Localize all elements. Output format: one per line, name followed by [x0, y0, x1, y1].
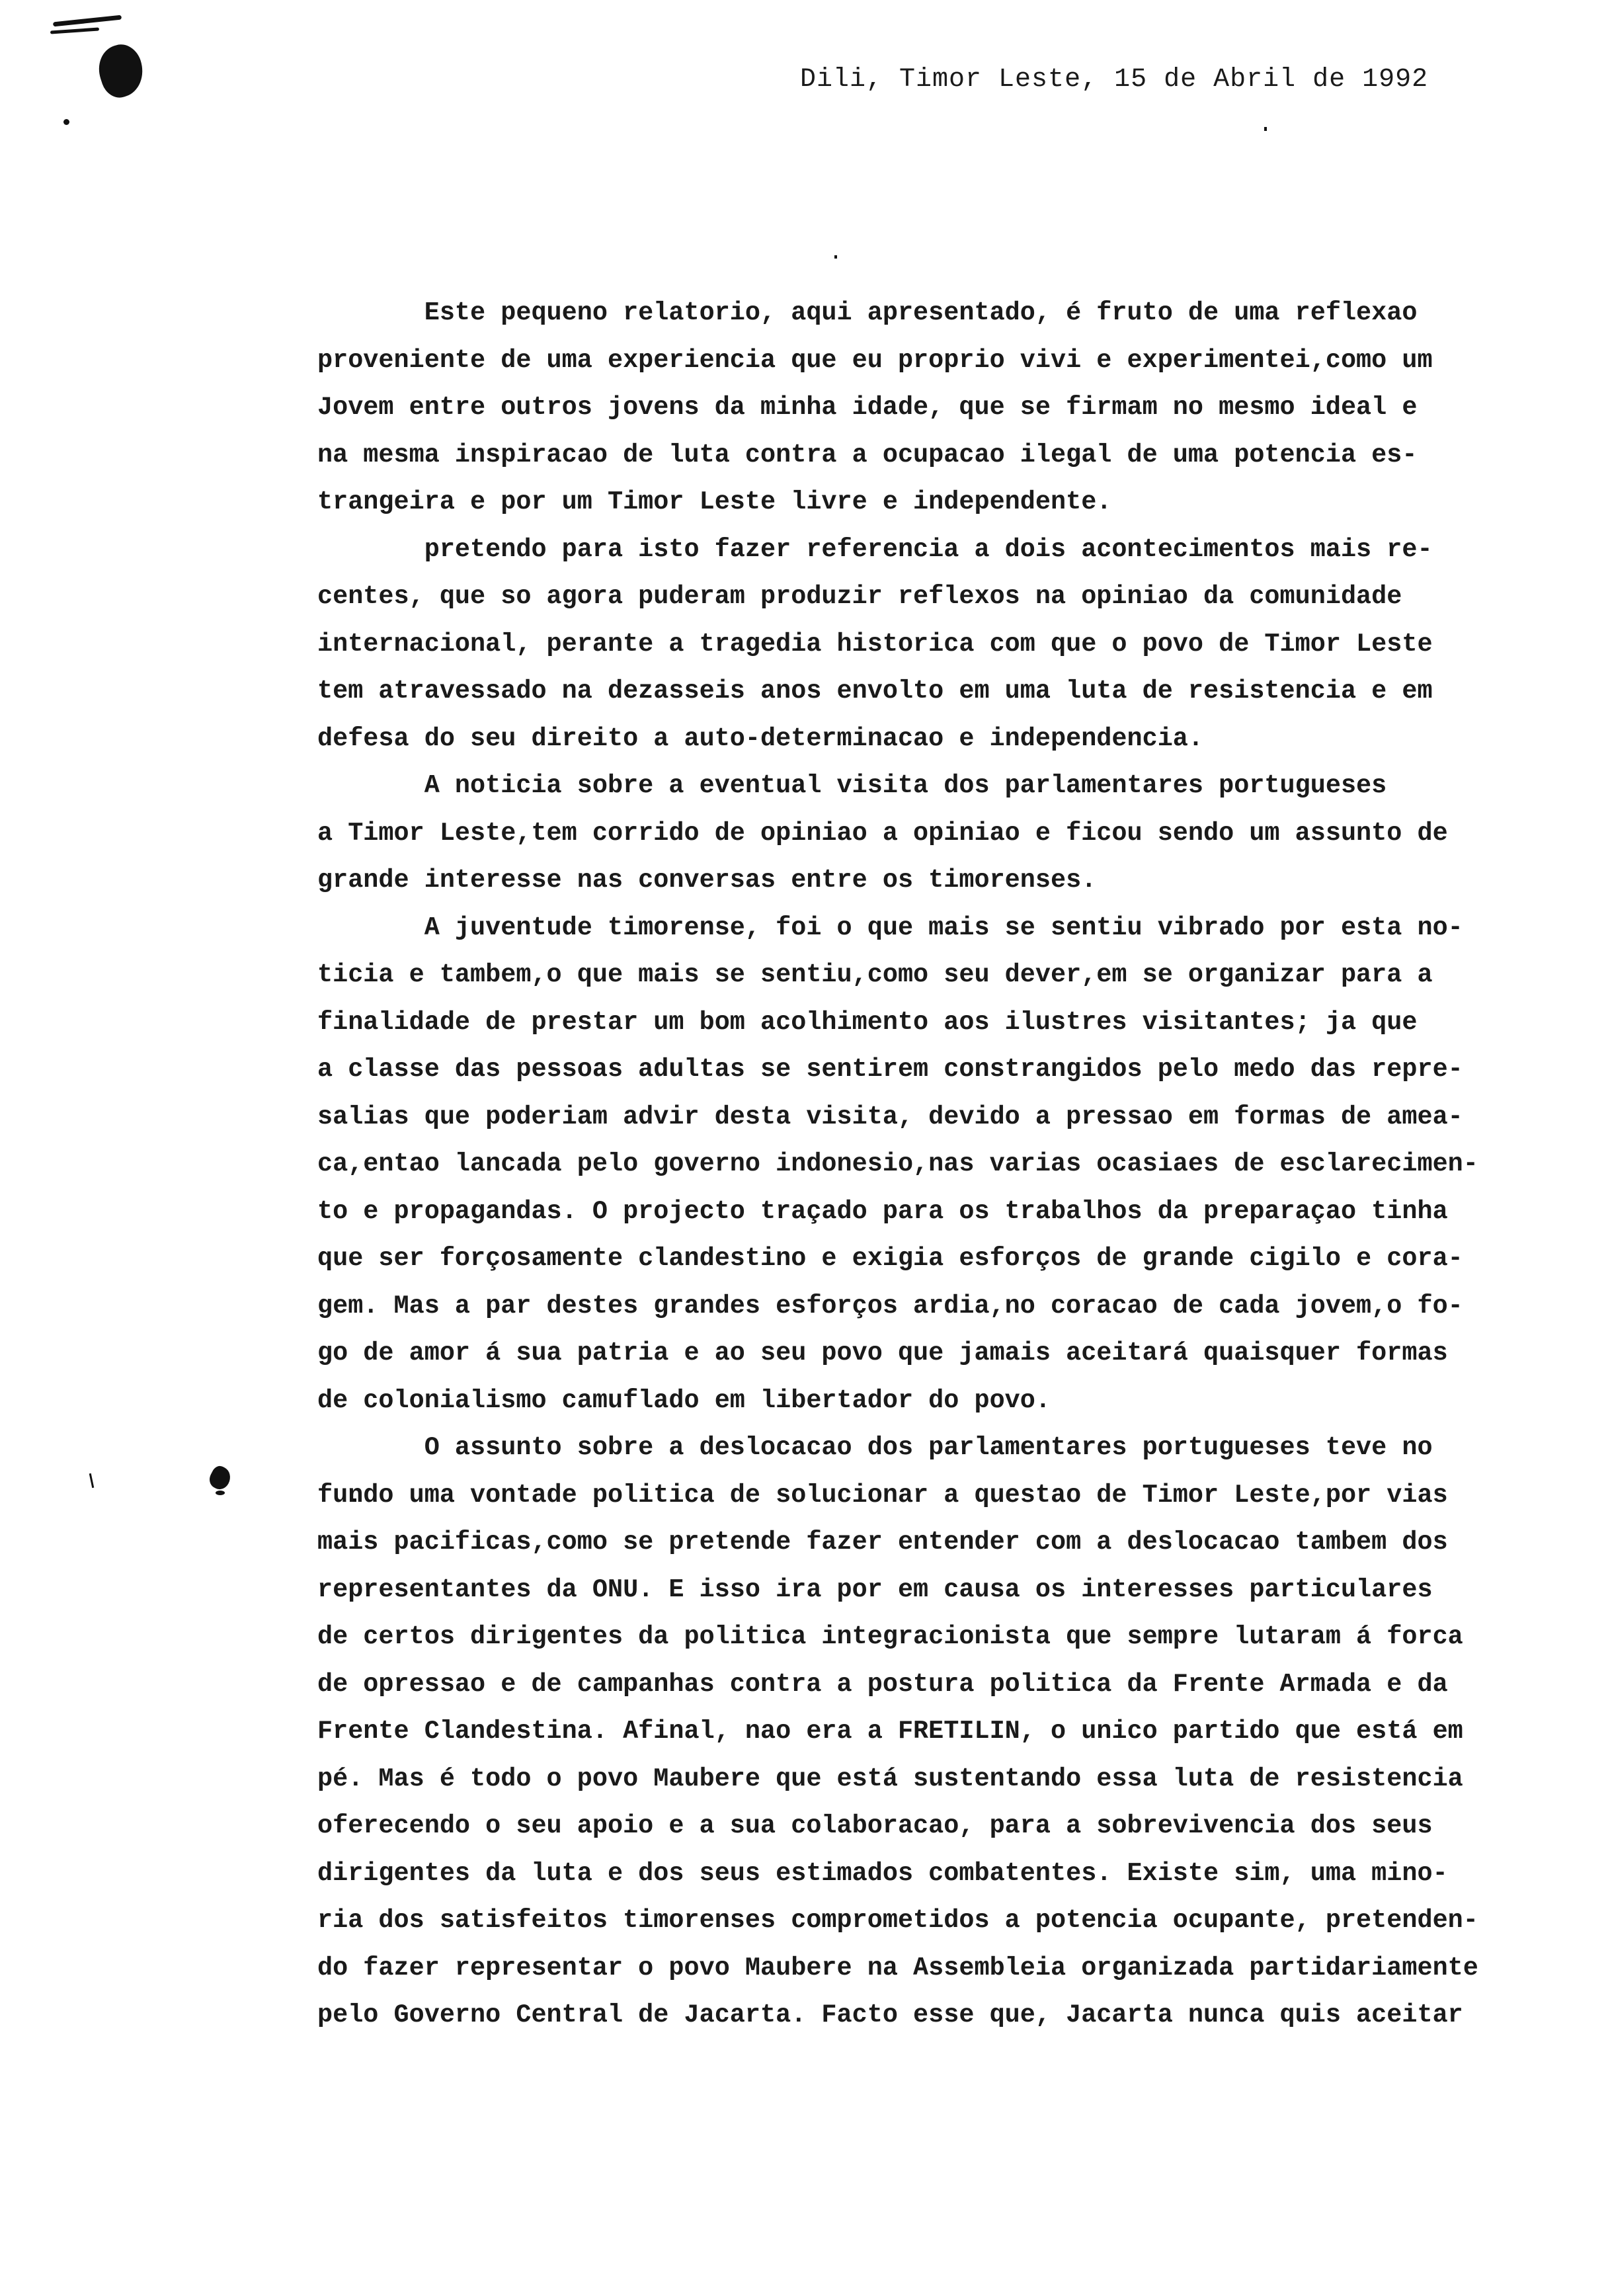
ink-dot-mark: [1264, 127, 1267, 131]
text-line: centes, que so agora puderam produzir reflexos na opiniao da comunidade: [317, 582, 1402, 611]
text-line: fundo uma vontade politica de solucionar a questao de Timor Leste,por vias: [317, 1480, 1448, 1510]
text-line: proveniente de uma experiencia que eu proprio vivi e experimentei,como um: [317, 345, 1433, 375]
text-line: que ser forçosamente clandestino e exigia esforços de grande cigilo e cora-: [317, 1244, 1463, 1273]
text-line: de certos dirigentes da politica integracionista que sempre lutaram á forca: [317, 1622, 1463, 1651]
text-line: pelo Governo Central de Jacarta. Facto esse que, Jacarta nunca quis aceitar: [317, 2000, 1463, 2030]
text-line: A noticia sobre a eventual visita dos parlamentares portugueses: [317, 771, 1387, 800]
text-line: A juventude timorense, foi o que mais se sentiu vibrado por esta no-: [317, 913, 1463, 942]
text-line: de opressao e de campanhas contra a postura politica da Frente Armada e da: [317, 1669, 1448, 1699]
report-body: [317, 290, 1574, 2039]
ink-blot-mark: [93, 40, 150, 102]
ink-stroke-mark: [53, 15, 122, 27]
text-line: oferecendo o seu apoio e a sua colaboracao, para a sobrevivencia dos seus: [317, 1811, 1433, 1840]
text-line: O assunto sobre a deslocacao dos parlamentares portugueses teve no: [317, 1433, 1433, 1462]
text-line: de colonialismo camuflado em libertador do povo.: [317, 1385, 1051, 1415]
text-line: go de amor á sua patria e ao seu povo que jamais aceitará quaisquer formas: [317, 1338, 1448, 1368]
text-line: representantes da ONU. E isso ira por em causa os interesses particulares: [317, 1575, 1433, 1604]
text-line: internacional, perante a tragedia historica com que o povo de Timor Leste: [317, 629, 1433, 659]
text-line: mais pacificas,como se pretende fazer entender com a deslocacao tambem dos: [317, 1528, 1448, 1557]
text-line: salias que poderiam advir desta visita, devido a pressao em formas de amea-: [317, 1102, 1463, 1131]
text-line: Jovem entre outros jovens da minha idade, que se firmam no mesmo ideal e: [317, 393, 1418, 422]
text-line: na mesma inspiracao de luta contra a ocupacao ilegal de uma potencia es-: [317, 440, 1418, 470]
text-line: grande interesse nas conversas entre os timorenses.: [317, 866, 1097, 895]
ink-dot-mark: [834, 255, 837, 259]
ink-dot-mark: [216, 1491, 225, 1495]
ink-tick-mark: [89, 1473, 95, 1488]
text-line: pretendo para isto fazer referencia a dois acontecimentos mais re-: [317, 534, 1433, 564]
text-line: tem atravessado na dezasseis anos envolto em uma luta de resistencia e em: [317, 676, 1433, 706]
ink-blot-mark: [206, 1463, 234, 1493]
text-line: to e propagandas. O projecto traçado para os trabalhos da preparaçao tinha: [317, 1196, 1448, 1226]
date-line: Dili, Timor Leste, 15 de Abril de 1992: [800, 65, 1429, 95]
text-line: defesa do seu direito a auto-determinacao e independencia.: [317, 723, 1204, 753]
text-line: finalidade de prestar um bom acolhimento aos ilustres visitantes; ja que: [317, 1007, 1418, 1037]
ink-stroke-mark: [50, 27, 99, 34]
ink-dot-mark: [63, 119, 69, 125]
text-line: ria dos satisfeitos timorenses comprometidos a potencia ocupante, pretenden-: [317, 1906, 1478, 1935]
text-line: pé. Mas é todo o povo Maubere que está sustentando essa luta de resistencia: [317, 1764, 1463, 1793]
text-line: do fazer representar o povo Maubere na Assembleia organizada partidariamente: [317, 1953, 1478, 1983]
text-line: gem. Mas a par destes grandes esforços ardia,no coracao de cada jovem,o fo-: [317, 1291, 1463, 1321]
text-line: ticia e tambem,o que mais se sentiu,como seu dever,em se organizar para a: [317, 960, 1433, 989]
text-line: Este pequeno relatorio, aqui apresentado, é fruto de uma reflexao: [317, 298, 1418, 327]
text-line: a Timor Leste,tem corrido de opiniao a opiniao e ficou sendo um assunto de: [317, 818, 1448, 848]
text-line: a classe das pessoas adultas se sentirem constrangidos pelo medo das repre-: [317, 1055, 1463, 1084]
text-line: trangeira e por um Timor Leste livre e independente.: [317, 487, 1112, 516]
text-line: ca,entao lancada pelo governo indonesio,nas varias ocasiaes de esclarecimen-: [317, 1149, 1478, 1178]
text-line: dirigentes da luta e dos seus estimados combatentes. Existe sim, uma mino-: [317, 1858, 1448, 1888]
text-line: Frente Clandestina. Afinal, nao era a FRETILIN, o unico partido que está em: [317, 1717, 1463, 1746]
